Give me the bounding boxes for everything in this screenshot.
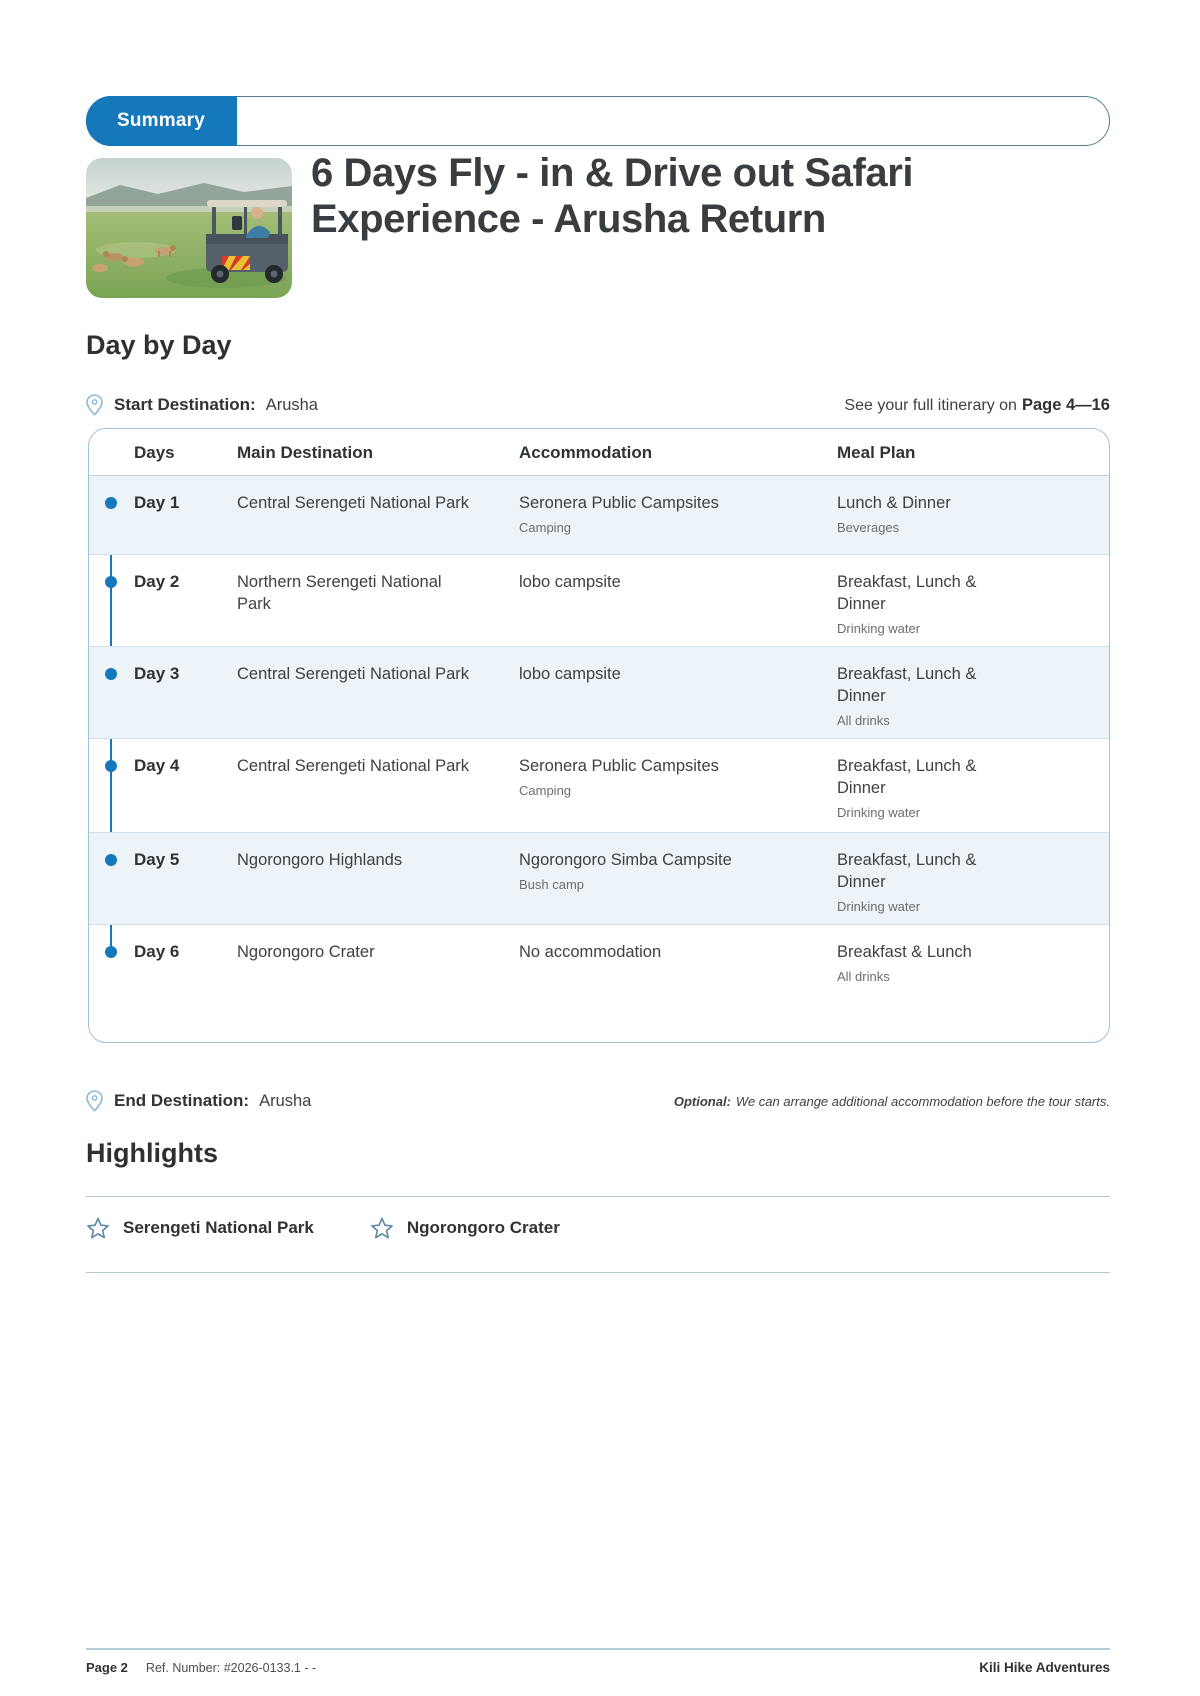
day-label: Day 4 [134, 756, 180, 775]
highlights-heading: Highlights [86, 1138, 218, 1168]
day-label: Day 3 [134, 664, 180, 683]
safari-photo [86, 158, 292, 298]
timeline-dot [105, 946, 117, 958]
table-row-day-4 [89, 738, 1109, 832]
day-by-day-table [88, 428, 1110, 1043]
optional-note-text: We can arrange additional accommodation before the tour starts. [735, 1093, 1110, 1109]
meal-plan: Lunch & Dinner [837, 494, 951, 512]
accommodation-note: Camping [519, 520, 572, 535]
meal-plan-cell [837, 571, 1022, 638]
end-destination-row [86, 1090, 1110, 1112]
meal-plan-note: All drinks [837, 969, 890, 984]
meal-plan-cell [837, 663, 1022, 730]
table-body [89, 476, 1109, 1042]
accommodation-cell [519, 755, 809, 800]
optional-note-label: Optional: [673, 1093, 731, 1109]
optional-note [674, 1094, 1110, 1109]
start-destination-value: Arusha [265, 395, 318, 414]
itinerary-note-text: See your full itinerary on [844, 396, 1017, 414]
start-destination-row [86, 394, 1110, 416]
day-label: Day 6 [134, 942, 180, 961]
table-row-day-2 [89, 554, 1109, 646]
main-destination: Northern Serengeti National Park [237, 573, 442, 613]
highlights-list [86, 1216, 1110, 1240]
highlight-item [370, 1216, 560, 1240]
map-pin-icon [86, 1090, 103, 1112]
tab-summary [86, 96, 237, 146]
timeline-dot [105, 497, 117, 509]
timeline-dot [105, 760, 117, 772]
timeline-dot [105, 854, 117, 866]
column-header-days: Days [134, 443, 175, 462]
table-row-day-3 [89, 646, 1109, 738]
meal-plan: Breakfast, Lunch & Dinner [837, 573, 977, 613]
footer [86, 1660, 1110, 1675]
itinerary-note [844, 396, 1110, 415]
meal-plan: Breakfast, Lunch & Dinner [837, 757, 977, 797]
highlight-label: Ngorongoro Crater [406, 1218, 560, 1237]
meal-plan: Breakfast & Lunch [837, 943, 972, 961]
main-destination: Central Serengeti National Park [237, 494, 470, 512]
accommodation-cell [519, 941, 809, 963]
timeline-dot [105, 576, 117, 588]
highlight-label: Serengeti National Park [123, 1218, 314, 1237]
table-row-day-6 [89, 924, 1109, 1042]
map-pin-icon [86, 394, 103, 416]
divider [86, 1196, 1110, 1197]
accommodation-cell [519, 663, 809, 685]
footer-company-name: Kili Hike Adventures [979, 1660, 1110, 1675]
main-destination: Central Serengeti National Park [237, 665, 470, 683]
meal-plan: Breakfast, Lunch & Dinner [837, 665, 977, 705]
meal-plan-note: Drinking water [837, 621, 921, 636]
accommodation-name: Seronera Public Campsites [519, 757, 719, 775]
itinerary-note-pages: Page 4—16 [1021, 395, 1110, 414]
meal-plan-note: Drinking water [837, 805, 921, 820]
tab-summary-label: Summary [117, 109, 205, 131]
day-label: Day 1 [134, 493, 180, 512]
table-header-row [89, 429, 1109, 476]
accommodation-cell [519, 849, 809, 894]
start-destination-label: Start Destination: [114, 395, 256, 414]
star-icon [86, 1216, 110, 1240]
footer-reference-number: Ref. Number: #2026-0133.1 - - [145, 1661, 317, 1675]
meal-plan: Breakfast, Lunch & Dinner [837, 851, 977, 891]
end-destination-label: End Destination: [114, 1091, 250, 1110]
main-destination: Ngorongoro Highlands [237, 851, 403, 869]
meal-plan-note: All drinks [837, 713, 890, 728]
safari-photo-image [86, 158, 292, 298]
accommodation-name: Seronera Public Campsites [519, 494, 719, 512]
divider [86, 1272, 1110, 1273]
day-label: Day 2 [134, 572, 180, 591]
star-icon [370, 1216, 394, 1240]
accommodation-name: No accommodation [519, 943, 662, 961]
tab-bar [86, 96, 1110, 146]
main-destination: Ngorongoro Crater [237, 943, 375, 961]
end-destination-value: Arusha [259, 1091, 312, 1110]
footer-divider [86, 1648, 1110, 1650]
page-title: 6 Days Fly - in & Drive out Safari Experience - Arusha Return [311, 151, 914, 242]
accommodation-note: Camping [519, 783, 572, 798]
accommodation-cell [519, 492, 809, 537]
main-destination: Central Serengeti National Park [237, 757, 470, 775]
day-by-day-heading: Day by Day [86, 330, 232, 360]
accommodation-name: Ngorongoro Simba Campsite [519, 851, 732, 869]
column-header-accommodation: Accommodation [519, 443, 653, 462]
meal-plan-cell [837, 755, 1022, 822]
table-row-day-5 [89, 832, 1109, 924]
meal-plan-cell [837, 941, 1022, 986]
meal-plan-note: Beverages [837, 520, 900, 535]
accommodation-note: Bush camp [519, 877, 585, 892]
day-label: Day 5 [134, 850, 180, 869]
column-header-meal-plan: Meal Plan [837, 443, 916, 462]
meal-plan-note: Drinking water [837, 899, 921, 914]
column-header-destination: Main Destination [237, 443, 374, 462]
footer-page-number: Page 2 [86, 1660, 128, 1675]
timeline-dot [105, 668, 117, 680]
table-row-day-1 [89, 476, 1109, 554]
highlight-item [86, 1216, 314, 1240]
accommodation-name: lobo campsite [519, 665, 621, 683]
accommodation-name: lobo campsite [519, 573, 621, 591]
accommodation-cell [519, 571, 809, 593]
meal-plan-cell [837, 849, 1022, 916]
meal-plan-cell [837, 492, 1022, 537]
